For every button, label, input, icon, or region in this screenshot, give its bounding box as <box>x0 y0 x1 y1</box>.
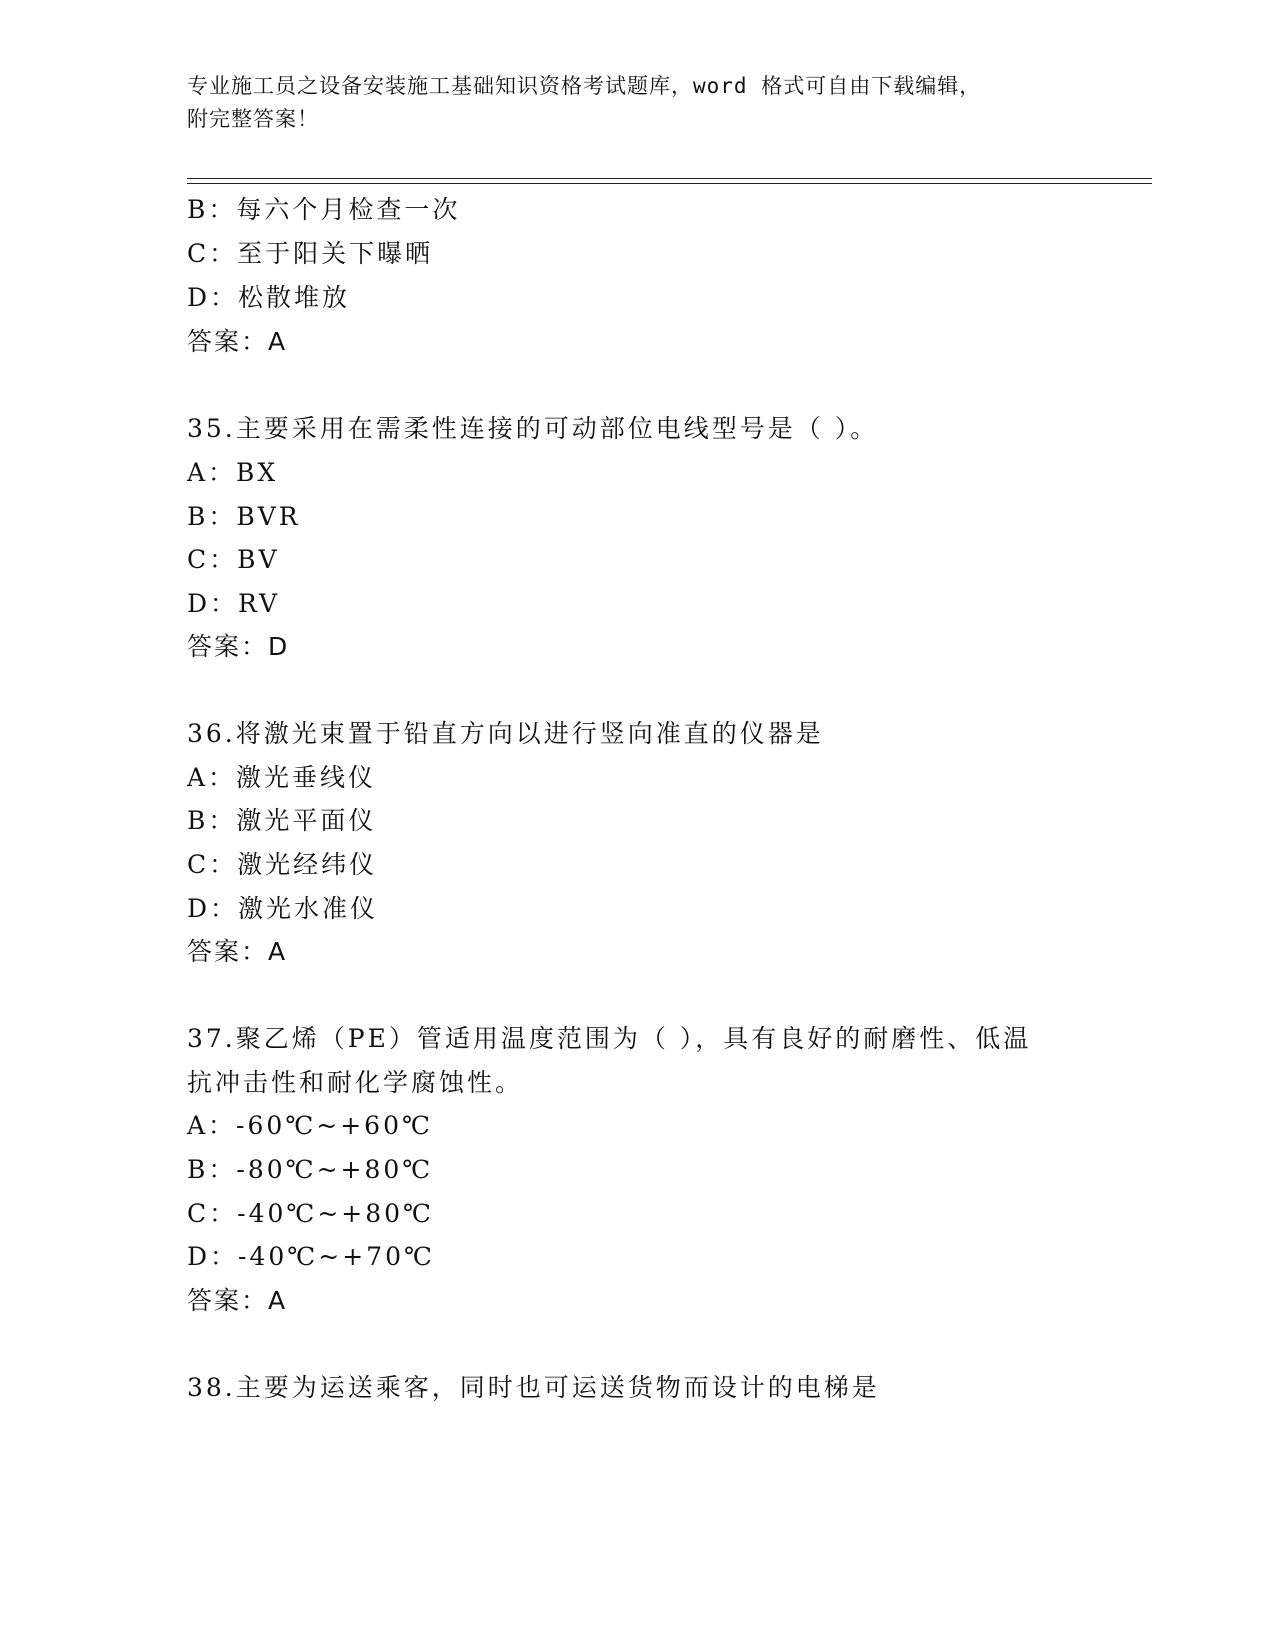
header-line-1: 专业施工员之设备安装施工基础知识资格考试题库，word 格式可自由下载编辑， <box>187 74 982 98</box>
q37-option-d: D：-40℃~+70℃ <box>187 1242 435 1271</box>
header-line-2: 附完整答案！ <box>187 107 319 131</box>
q37-option-a: A：-60℃~+60℃ <box>187 1111 433 1140</box>
q34-answer: 答案：A <box>187 327 288 356</box>
q36-option-d: D：激光水准仪 <box>187 894 379 923</box>
header-divider-top <box>187 178 1152 179</box>
q37-option-c: C：-40℃~+80℃ <box>187 1199 435 1228</box>
q35-option-a: A：BX <box>187 458 279 487</box>
q35-answer: 答案：D <box>187 632 290 661</box>
q35-option-d: D：RV <box>187 589 281 618</box>
q36-option-c: C：激光经纬仪 <box>187 850 378 879</box>
q36-option-b: B：激光平面仪 <box>187 806 377 835</box>
q35-option-c: C：BV <box>187 545 280 574</box>
q36-question: 36.将激光束置于铅直方向以进行竖向准直的仪器是 <box>187 719 824 748</box>
q35-question: 35.主要采用在需柔性连接的可动部位电线型号是（ ）。 <box>187 414 879 443</box>
q38-question: 38.主要为运送乘客，同时也可运送货物而设计的电梯是 <box>187 1373 880 1402</box>
q37-answer: 答案：A <box>187 1286 288 1315</box>
q36-answer: 答案：A <box>187 937 288 966</box>
q37-question-line-1: 37.聚乙烯（PE）管适用温度范围为（ ），具有良好的耐磨性、低温 <box>187 1024 1032 1053</box>
q36-option-a: A：激光垂线仪 <box>187 763 377 792</box>
q34-option-c: C：至于阳关下曝晒 <box>187 239 434 268</box>
q34-option-b: B：每六个月检查一次 <box>187 195 461 224</box>
q37-option-b: B：-80℃~+80℃ <box>187 1155 434 1184</box>
q35-option-b: B：BVR <box>187 502 301 531</box>
document-header <box>187 70 1087 136</box>
q37-question-line-2: 抗冲击性和耐化学腐蚀性。 <box>187 1068 524 1097</box>
header-divider-bottom <box>187 183 1152 184</box>
q34-option-d: D：松散堆放 <box>187 283 351 312</box>
